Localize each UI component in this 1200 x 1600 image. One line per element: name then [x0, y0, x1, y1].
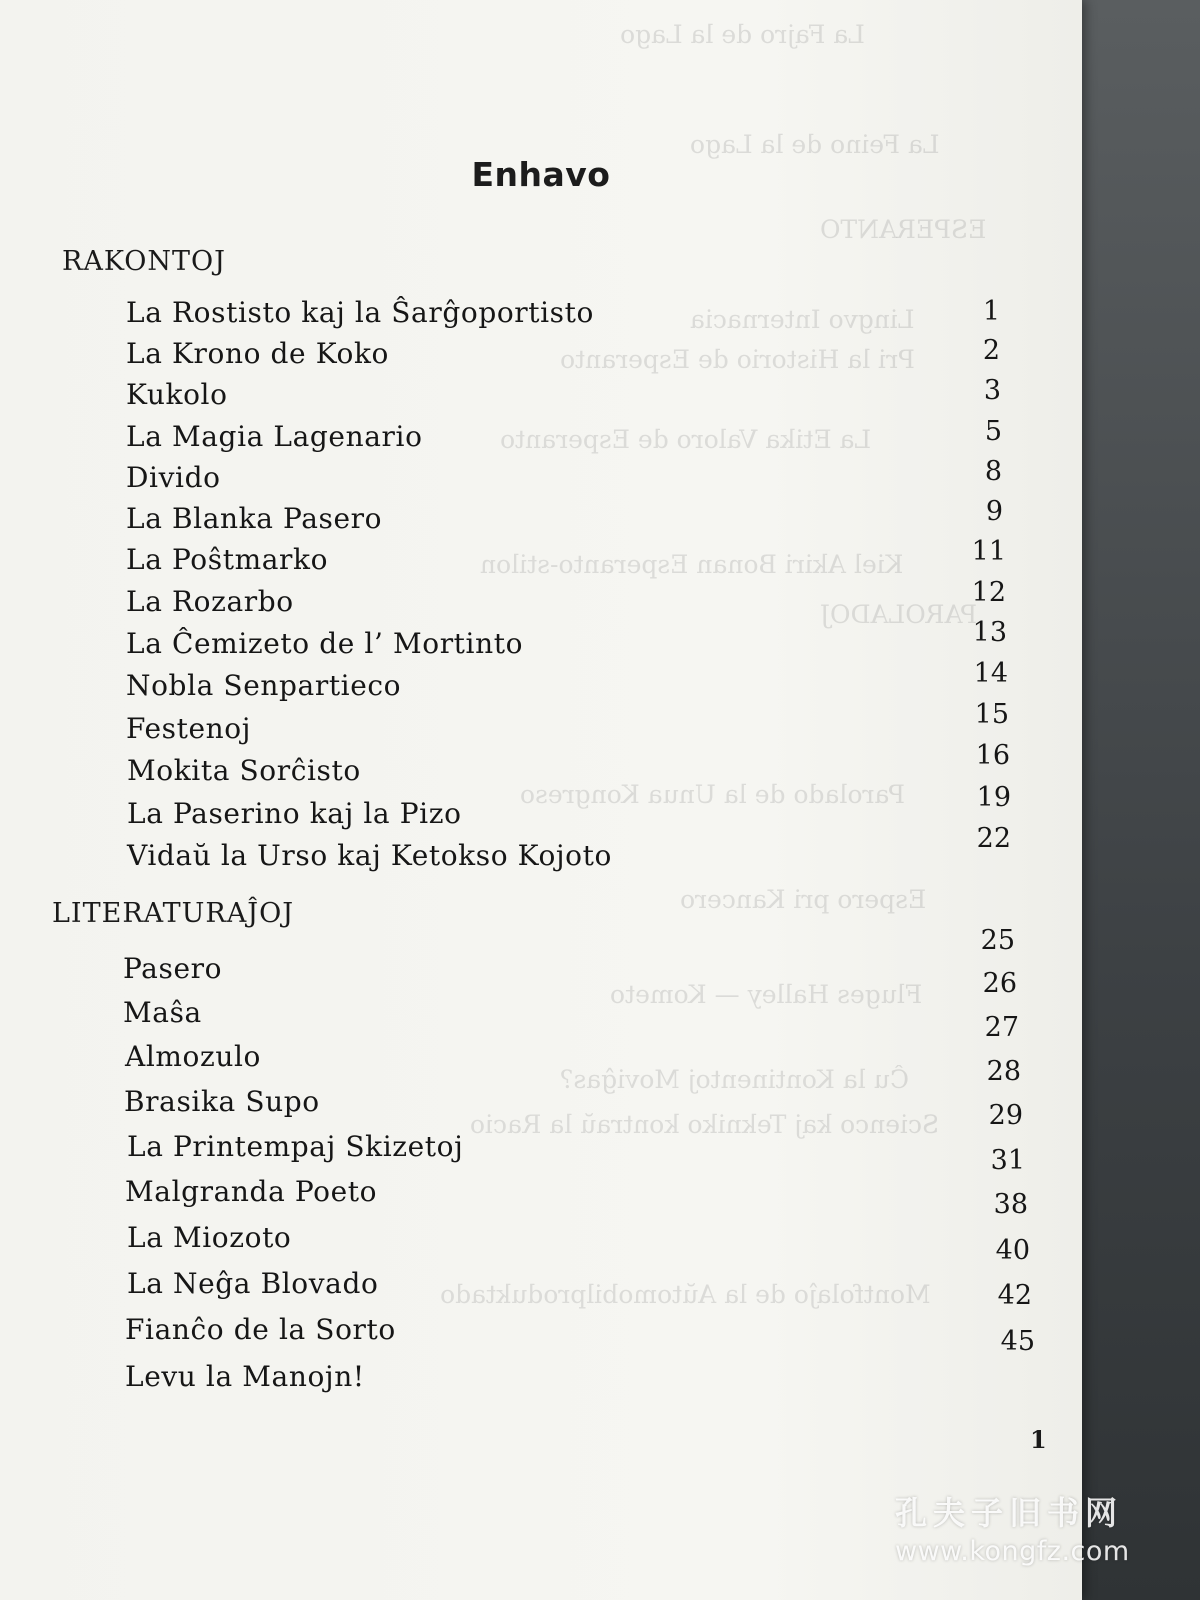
- toc-entry-title: La Rozarbo: [126, 585, 294, 618]
- toc-entry-title: La Ĉemizeto de l’ Mortinto: [126, 627, 524, 660]
- page-title: Enhavo: [471, 155, 611, 194]
- watermark-url: www.kongfz.com: [895, 1536, 1130, 1567]
- toc-entry-title: Maŝa: [123, 996, 202, 1029]
- toc-entry-title: Fianĉo de la Sorto: [125, 1313, 396, 1346]
- toc-entry-title: La Neĝa Blovado: [127, 1267, 379, 1300]
- toc-entry-page: 27: [984, 1012, 1019, 1043]
- show-through-text: La Fajro de la Lago La Feino de la Lago ESPERANTO Lingvo Internacia Pri la Historio de Esperanto La Etika Valoro de Esperanto Kiel Akiri Bonan Esperanto-stilon PAROLADOJ Parolado de la Unua Kongreso Espero pri Kancero Fluges Halley — Kometo Ĉu la Kontinentoj Moviĝas? Scienco kaj Tekniko kontraŭ la Racio Montfolaĵo de la Aŭtomobilproduktado: [440, 20, 987, 1309]
- toc-entry-page: 31: [990, 1145, 1025, 1176]
- toc-entry-page: 15: [974, 699, 1009, 730]
- toc-entry-page: 16: [975, 740, 1010, 771]
- toc-entry-page: 25: [980, 925, 1015, 956]
- toc-entry-page: 38: [993, 1189, 1028, 1220]
- toc-entry-page: 12: [971, 577, 1006, 608]
- toc-entry-title: Nobla Senpartieco: [126, 669, 402, 702]
- toc-entry-title: Divido: [126, 461, 221, 494]
- toc-entry-page: 19: [976, 782, 1011, 813]
- toc-entry-title: Levu la Manojn!: [125, 1360, 365, 1393]
- toc-entry-title: Kukolo: [126, 378, 228, 411]
- toc-entry-title: La Paserino kaj la Pizo: [127, 797, 462, 830]
- toc-entry-page: 13: [972, 617, 1007, 648]
- toc-entry-page: 5: [984, 416, 1002, 447]
- toc-entry-title: Pasero: [123, 952, 223, 985]
- toc-entry-page: 26: [982, 968, 1017, 999]
- toc-entry-title: La Printempaj Skizetoj: [127, 1130, 464, 1163]
- toc-entry-title: Malgranda Poeto: [125, 1175, 378, 1208]
- toc-entry-title: Mokita Sorĉisto: [127, 754, 361, 787]
- watermark: [895, 1488, 1165, 1567]
- toc-entry-page: 2: [982, 335, 1000, 366]
- toc-entry-title: Almozulo: [125, 1040, 261, 1073]
- toc-entry-page: 3: [983, 375, 1001, 406]
- toc-entry-title: La Blanka Pasero: [126, 502, 383, 535]
- page-number: 1: [1030, 1425, 1047, 1454]
- toc-entry-title: La Rostisto kaj la Ŝarĝoportisto: [126, 296, 594, 329]
- section-heading: RAKONTOJ: [62, 246, 227, 277]
- watermark-logo: 孔夫子旧书网: [895, 1494, 1124, 1532]
- toc-entry-title: Festenoj: [126, 712, 252, 745]
- toc-entry-title: La Miozoto: [127, 1221, 292, 1254]
- toc-entry-page: 1: [982, 296, 1000, 327]
- toc-entry-page: 11: [971, 536, 1006, 567]
- toc-entry-page: 40: [995, 1235, 1030, 1266]
- background-surface: [1075, 0, 1200, 1600]
- toc-entry-title: Vidaŭ la Urso kaj Ketokso Kojoto: [127, 839, 612, 872]
- toc-entry-title: La Krono de Koko: [126, 337, 389, 370]
- toc-entry-page: 14: [973, 658, 1008, 689]
- toc-entry-page: 28: [986, 1056, 1021, 1087]
- toc-entry-page: 9: [985, 496, 1003, 527]
- section-heading: LITERATURAĴOJ: [52, 898, 295, 929]
- toc-entry-title: La Magia Lagenario: [126, 420, 423, 453]
- toc-entry-page: 29: [988, 1100, 1023, 1131]
- toc-entry-page: 8: [984, 456, 1002, 487]
- toc-entry-page: 22: [976, 823, 1011, 854]
- toc-entry-title: Brasika Supo: [124, 1085, 320, 1118]
- toc-entry-title: La Poŝtmarko: [126, 543, 329, 576]
- toc-entry-page: 42: [997, 1280, 1032, 1311]
- toc-entry-page: 45: [1000, 1326, 1035, 1357]
